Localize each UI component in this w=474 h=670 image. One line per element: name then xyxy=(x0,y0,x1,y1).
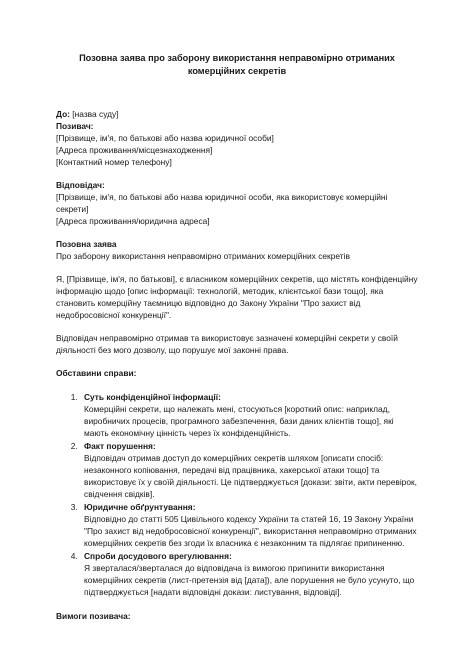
circumstances-list xyxy=(56,391,418,598)
circumstance-title: 1. Суть конфіденційної інформації: xyxy=(84,392,221,402)
to-value: [назва суду] xyxy=(69,109,119,119)
claim-heading-block xyxy=(56,238,418,262)
circumstance-text: Відповідно до статті 505 Цивільного кодексу України та статей 16, 19 Закону України "Про захист від недобросовісної конкуренції", використання неправомірно отриманих комерційних секретів без згоди їх власника є незаконним та підлягає припиненню. xyxy=(84,514,417,548)
circumstance-item xyxy=(80,501,418,549)
defendant-address: [Адреса проживання/юридична адреса] xyxy=(56,216,210,226)
document-title xyxy=(64,52,410,78)
circumstances-heading: Обставини справи: xyxy=(56,368,137,378)
circumstance-title: 4. Спроби досудового врегулювання: xyxy=(84,551,232,561)
court-block xyxy=(56,108,418,120)
defendant-block xyxy=(56,179,418,227)
title-line-2: комерційних секретів xyxy=(187,66,287,76)
plaintiff-block xyxy=(56,120,418,168)
to-label: До: xyxy=(56,109,70,119)
circumstance-title: 2. Факт порушення: xyxy=(84,441,156,451)
circumstance-text: Я зверталася/зверталася до відповідача із вимогою припинити використання комерційних секретів (лист-претензія від [дата]), але порушення не було усунуто, що підтверджується [надати відповідні докази: листування, відповіді]. xyxy=(84,563,415,597)
circumstance-item xyxy=(80,440,418,500)
claim-heading: Позовна заява xyxy=(56,239,117,249)
claim-subtitle: Про заборону використання неправомірно отриманих комерційних секретів xyxy=(56,251,350,261)
plaintiff-label: Позивач: xyxy=(56,121,94,131)
circumstance-item xyxy=(80,391,418,439)
circumstance-title: 3. Юридичне обґрунтування: xyxy=(84,502,196,512)
plaintiff-phone: [Контактний номер телефону] xyxy=(56,157,172,167)
defendant-label: Відповідач: xyxy=(56,180,105,190)
plaintiff-address: [Адреса проживання/місцезнаходження] xyxy=(56,145,213,155)
circumstance-text: Відповідач отримав доступ до комерційних секретів шляхом [описати спосіб: незаконного копіювання, передачі від працівника, хакерської атаки тощо] та використовує їх у своїй діяльності. Це підтверджується [докази: звіти, акти перевірок, свідчення свідків]. xyxy=(84,453,417,499)
defendant-name: [Прізвище, ім'я, по батькові або назва юридичної особи, яка використовує комерційні секрети] xyxy=(56,192,388,214)
circumstances-section xyxy=(56,367,418,598)
demands-heading: Вимоги позивача: xyxy=(56,611,131,621)
title-line-1: Позовна заява про заборону використання неправомірно отриманих xyxy=(79,53,395,63)
circumstance-text: Комерційні секрети, що належать мені, стосуються [короткий опис: наприклад, виробничих процесів, програмного забезпечення, бази даних клієнтів тощо], які мають економічну цінність через їх конфіденційність. xyxy=(84,404,394,438)
plaintiff-name: [Прізвище, ім'я, по батькові або назва юридичної особи] xyxy=(56,133,274,143)
violation-paragraph: Відповідач неправомірно отримав та використовує зазначені комерційні секрети у своїй діяльності без мого дозволу, що порушує мої законні права. xyxy=(56,333,398,355)
intro-paragraph: Я, [Прізвище, ім'я, по батькові], є власником комерційних секретів, що містять конфіденційну інформацію щодо [опис інформації: технологій, методик, клієнтської бази тощо], яка становить комерційну таємницю відповідно до Закону України "Про захист від недобросовісної конкуренції". xyxy=(56,274,418,320)
circumstance-item xyxy=(80,550,418,598)
